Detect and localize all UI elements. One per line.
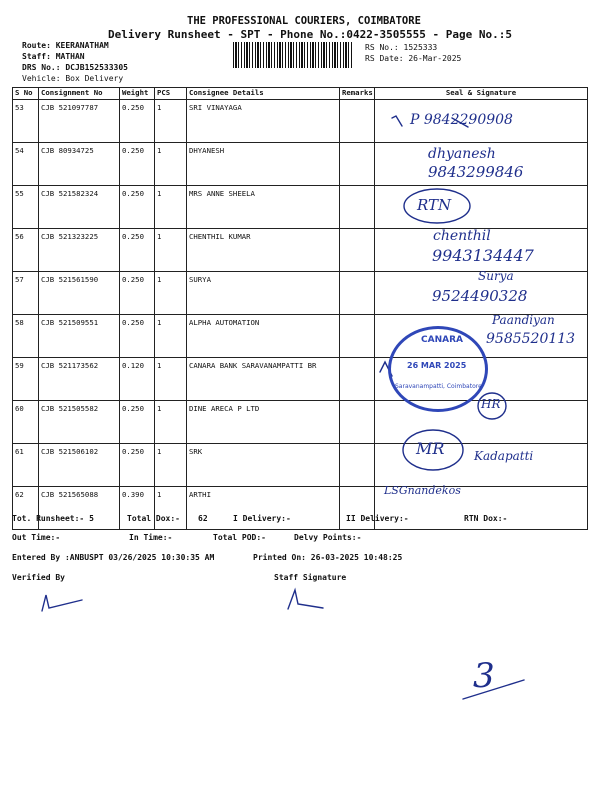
cell-consignment: CJB 521323225 [39,229,120,272]
sig-61-mr: MR [416,439,445,458]
col-pcs: PCS [155,88,187,100]
total-pod: Total POD:- [213,533,266,542]
cell-consignment: CJB 521097787 [39,100,120,143]
stamp-top-text: CANARA [421,335,463,345]
col-remarks: Remarks [340,88,375,100]
cell-consignment: CJB 521505582 [39,401,120,444]
sig-58-name: Paandiyan [492,313,555,327]
sig-58-phone: 9585520113 [486,331,576,347]
rtn-dox: RTN Dox:- [464,514,508,523]
cell-pcs: 1 [155,358,187,401]
sig-57-phone: 9524490328 [432,287,528,305]
cell-pcs: 1 [155,229,187,272]
cell-sno: 60 [13,401,39,444]
cell-pcs: 1 [155,186,187,229]
col-weight: Weight [120,88,155,100]
col-consignee: Consignee Details [187,88,340,100]
cell-pcs: 1 [155,272,187,315]
cell-consignee: CHENTHIL KUMAR [187,229,340,272]
total-dox-label: Total Dox:- [127,514,180,523]
cell-sno: 59 [13,358,39,401]
bank-seal-stamp [388,326,488,412]
cell-sno: 57 [13,272,39,315]
tick-mark-53 [392,116,402,126]
cell-consignee: SRK [187,444,340,487]
sig-62: LSGnandekos [384,484,461,497]
cell-sno: 58 [13,315,39,358]
staff-tick [288,590,323,609]
cell-consignment: CJB 521173562 [39,358,120,401]
sig-56-name: chenthil [433,228,491,244]
cell-weight: 0.250 [120,401,155,444]
sig-61-place: Kadapatti [474,449,534,463]
stamp-side-text: Saravanampatti, Coimbatore [395,383,482,390]
cell-consignee: DHYANESH [187,143,340,186]
cell-consignment: CJB 521565088 [39,487,120,530]
cell-pcs: 1 [155,444,187,487]
cell-weight: 0.250 [120,444,155,487]
cell-consignment: CJB 521509551 [39,315,120,358]
cell-consignee: MRS ANNE SHEELA [187,186,340,229]
staff-label: Staff: MATHAN [22,52,85,61]
rs-date: RS Date: 26-Mar-2025 [365,54,462,63]
ii-delivery: II Delivery:- [346,514,409,523]
cell-weight: 0.120 [120,358,155,401]
rs-number: RS No.: 1525333 [365,43,438,52]
cell-consignee: DINE ARECA P LTD [187,401,340,444]
sig-56-phone: 9943134447 [432,246,534,265]
col-consignment: Consignment No [39,88,120,100]
cell-consignment: CJB 521582324 [39,186,120,229]
cell-weight: 0.250 [120,186,155,229]
cell-consignee: ALPHA AUTOMATION [187,315,340,358]
cell-consignment: CJB 521506102 [39,444,120,487]
cell-consignee: SRI VINAYAGA [187,100,340,143]
cell-consignee: SURYA [187,272,340,315]
company-title: THE PROFESSIONAL COURIERS, COIMBATORE [187,15,421,27]
cell-pcs: 1 [155,143,187,186]
sig-55: RTN [417,196,452,214]
cell-weight: 0.250 [120,272,155,315]
cell-sno: 62 [13,487,39,530]
sig-54-phone: 9843299846 [428,163,524,181]
sig-57-name: Surya [478,269,514,283]
cell-weight: 0.390 [120,487,155,530]
cell-consignee: ARTHI [187,487,340,530]
total-runsheet: Tot. Runsheet:- 5 [12,514,94,523]
cell-weight: 0.250 [120,143,155,186]
route-label: Route: KEERANATHAM [22,41,109,50]
stamp-date: 26 MAR 2025 [407,361,467,370]
vehicle-label: Vehicle: Box Delivery [22,74,124,83]
i-delivery: I Delivery:- [233,514,291,523]
col-sno: S No [13,88,39,100]
sig-60: HR [481,397,501,411]
cell-consignee: CANARA BANK SARAVANAMPATTI BR [187,358,340,401]
verified-tick [42,595,82,611]
entered-by: Entered By :ANBUSPT 03/26/2025 10:30:35 AM [12,553,215,562]
total-dox-value: 62 [198,514,208,523]
sig-53: P 9842290908 [410,112,513,128]
col-seal-signature: Seal & Signature [375,88,588,100]
page-mark: 3 [473,656,495,696]
in-time: In Time:- [129,533,173,542]
cell-weight: 0.250 [120,100,155,143]
verified-by: Verified By [12,573,65,582]
cell-sno: 61 [13,444,39,487]
cell-sno: 53 [13,100,39,143]
cell-weight: 0.250 [120,229,155,272]
cell-pcs: 1 [155,401,187,444]
runsheet-subtitle: Delivery Runsheet - SPT - Phone No.:0422-3505555 - Page No.:5 [108,28,512,41]
delvy-points: Delvy Points:- [294,533,362,542]
cell-sno: 55 [13,186,39,229]
cell-weight: 0.250 [120,315,155,358]
cell-consignment: CJB 80934725 [39,143,120,186]
printed-on: Printed On: 26-03-2025 10:48:25 [253,553,403,562]
out-time: Out Time:- [12,533,61,542]
cell-pcs: 1 [155,100,187,143]
cell-pcs: 1 [155,487,187,530]
cell-sno: 54 [13,143,39,186]
cell-consignment: CJB 521561590 [39,272,120,315]
drs-number: DRS No.: DCJB152533305 [22,63,128,72]
sig-54-name: dhyanesh [428,146,496,162]
cell-pcs: 1 [155,315,187,358]
cell-sno: 56 [13,229,39,272]
staff-signature: Staff Signature [274,573,347,582]
